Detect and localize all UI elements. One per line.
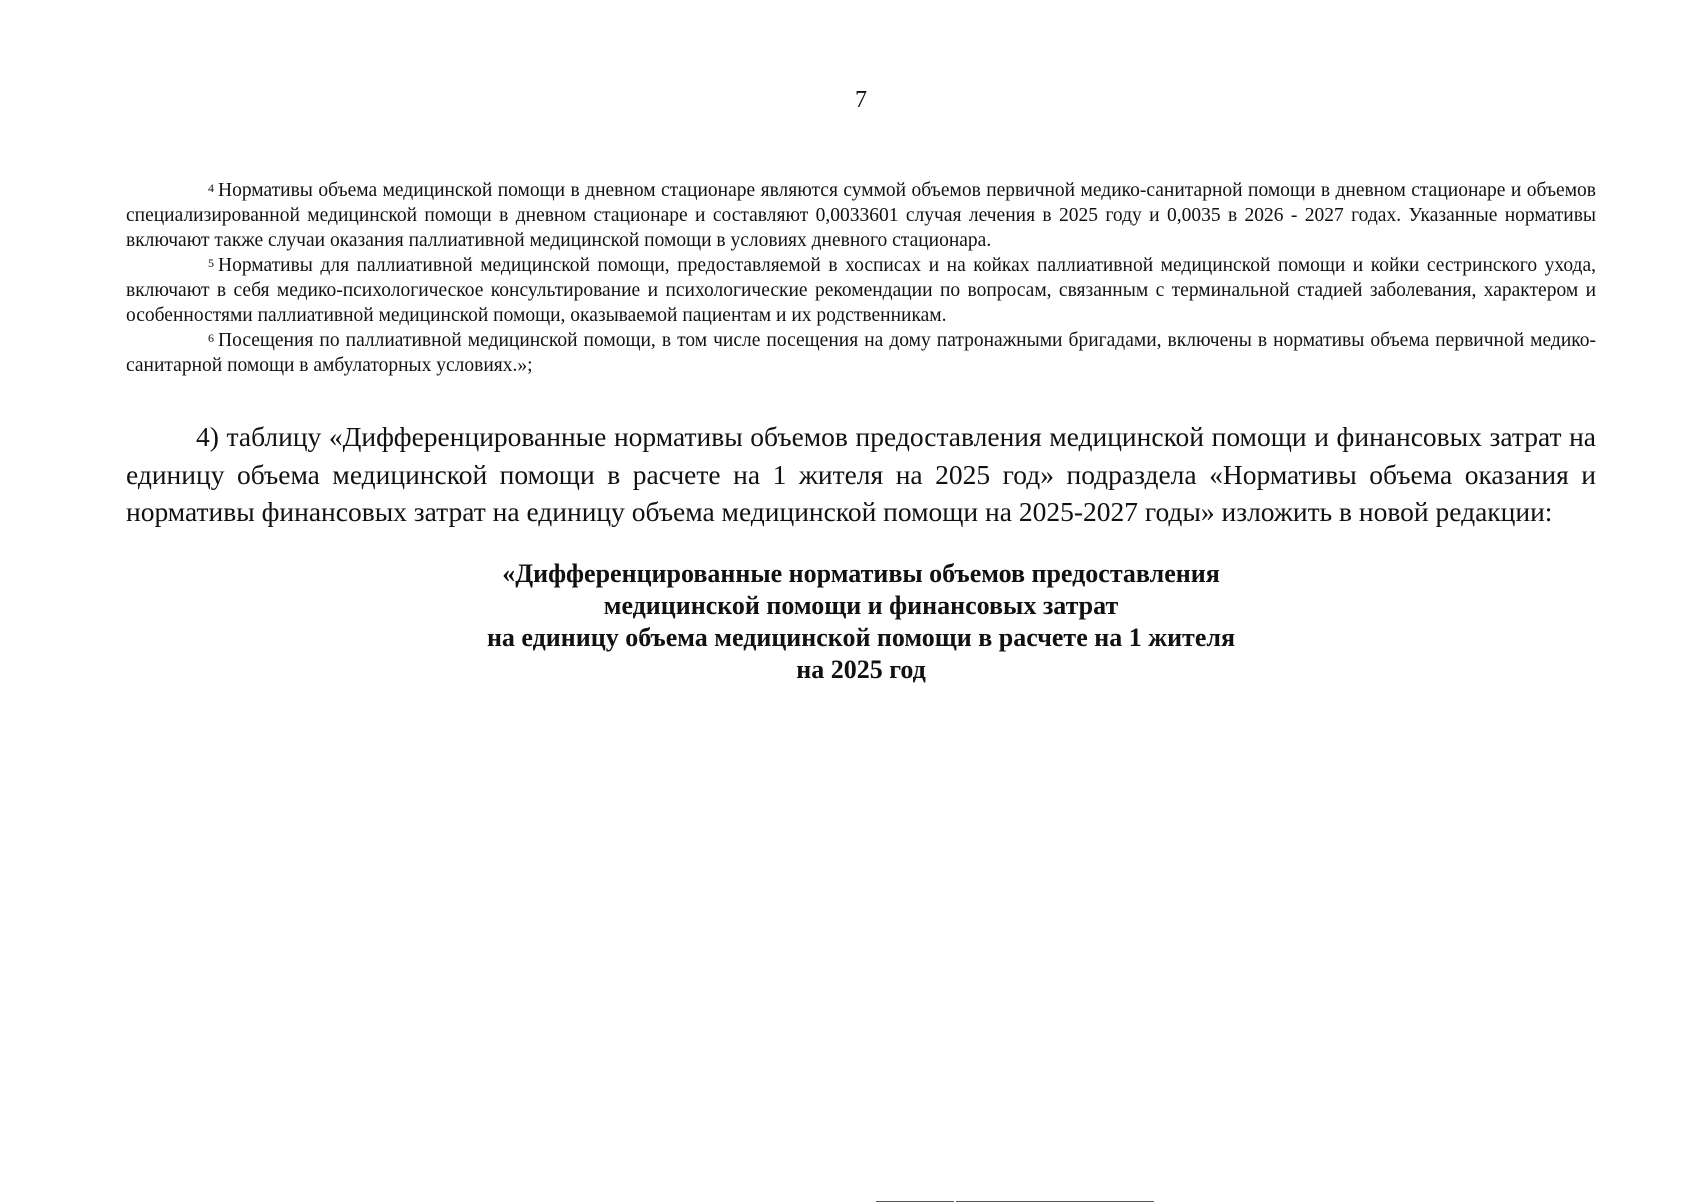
- table-title-line: на 2025 год: [796, 655, 926, 684]
- footnote-mark: 4: [208, 181, 214, 195]
- footnote-text: Посещения по паллиативной медицинской помощи, в том числе посещения на дому патронажными бригадами, включены в нормативы объема первичной медико-санитарной помощи в амбулаторных условиях.»;: [126, 330, 1596, 376]
- table-title-line: на единицу объема медицинской помощи в расчете на 1 жителя: [486, 623, 1236, 652]
- footnote-mark: 5: [208, 256, 214, 270]
- table-title: [126, 558, 1596, 686]
- footnotes-block: [126, 178, 1596, 378]
- amendment-paragraph: 4) таблицу «Дифференцированные нормативы объемов предоставления медицинской помощи и финансовых затрат на единицу объема медицинской помощи в расчете на 1 жителя на 2025 год» подраздела «Нормативы объема оказания и нормативы финансовых затрат на единицу объема медицинской помощи на 2025-2027 годы» изложить в новой редакции:: [126, 421, 1596, 527]
- table-title-line: «Дифференцированные нормативы объемов предоставления: [502, 559, 1220, 588]
- footnote-4: [126, 178, 1596, 253]
- footnote-text: Нормативы для паллиативной медицинской помощи, предоставляемой в хосписах и на койках паллиативной медицинской помощи и койки сестринского ухода, включают в себя медико-психологическое консультирование и психологические рекомендации по вопросам, связанным с терминальной стадией заболевания, характером и особенностями паллиативной медицинской помощи, оказываемой пациентам и их родственникам.: [126, 255, 1596, 326]
- footnote-text: Нормативы объема медицинской помощи в дневном стационаре являются суммой объемов первичной медико-санитарной помощи в дневном стационаре и объемов специализированной медицинской помощи в дневном стационаре и составляют 0,0033601 случая лечения в 2025 году и 0,0035 в 2026 - 2027 годах. Указанные нормативы включают также случаи оказания паллиативной медицинской помощи в условиях дневного стационара.: [126, 180, 1596, 251]
- footnote-mark: 6: [208, 331, 214, 345]
- page-number: 7: [855, 87, 867, 113]
- footnote-6: [126, 328, 1596, 378]
- footnote-5: [126, 253, 1596, 328]
- table-title-line: медицинской помощи и финансовых затрат: [603, 591, 1119, 620]
